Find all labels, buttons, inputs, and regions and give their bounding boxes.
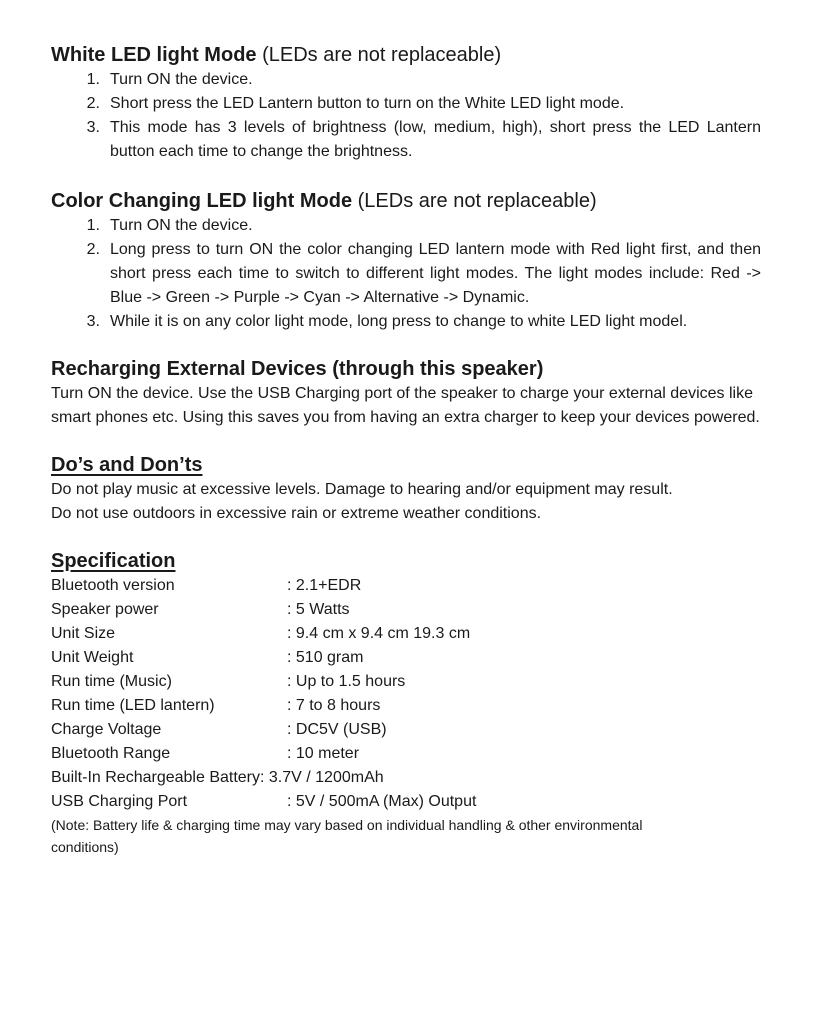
table-row — [51, 790, 761, 814]
step-text: Short press the LED Lantern button to turn on the White LED light mode. — [110, 95, 625, 112]
step-text: While it is on any color light mode, long press to change to white LED light model. — [110, 313, 688, 330]
white-led-mode-steps — [51, 68, 761, 164]
spec-label: Unit Weight — [51, 649, 134, 666]
step-text: Turn ON the device. — [110, 217, 253, 234]
spec-value: : 3.7V / 1200mAh — [260, 769, 384, 786]
white-led-mode-section — [51, 42, 761, 164]
list-item — [51, 238, 761, 310]
spec-label: Bluetooth Range — [51, 745, 171, 762]
specification-section — [51, 548, 761, 858]
specification-title: Specification — [51, 550, 176, 572]
white-led-mode-subtitle: (LEDs are not replaceable) — [262, 44, 502, 66]
recharging-title: Recharging External Devices (through this speaker) — [51, 358, 544, 380]
step-number: 1. — [86, 217, 100, 234]
table-row — [51, 646, 761, 670]
dos-donts-line-1: Do not play music at excessive levels. Damage to hearing and/or equipment may result. — [51, 481, 673, 498]
spec-label: Unit Size — [51, 625, 116, 642]
dos-donts-title: Do’s and Don’ts — [51, 454, 203, 476]
spec-value: : 7 to 8 hours — [287, 697, 381, 714]
table-row — [51, 670, 761, 694]
spec-value: : Up to 1.5 hours — [287, 673, 406, 690]
specification-table — [51, 574, 761, 814]
dos-donts-section — [51, 452, 761, 526]
manual-page — [51, 42, 761, 858]
step-number: 3. — [86, 119, 100, 136]
spec-label: USB Charging Port — [51, 793, 188, 810]
spec-value: : 510 gram — [287, 649, 364, 666]
table-row — [51, 622, 761, 646]
list-item — [51, 214, 761, 238]
recharging-heading — [51, 356, 761, 382]
spec-value: : 2.1+EDR — [287, 577, 362, 594]
recharging-text: Turn ON the device. Use the USB Charging port of the speaker to charge your external devices like smart phones etc. Using this saves you from having an extra charger to keep your devices powered. — [51, 385, 760, 426]
step-text: Long press to turn ON the color changing LED lantern mode with Red light first, and then short press each time to switch to different light modes. The light modes include: Red -> Blue -> Green -> Purple -> Cyan -> Alternative -> Dynamic. — [110, 241, 761, 306]
list-item — [51, 68, 761, 92]
recharging-section — [51, 356, 761, 430]
spec-value: : DC5V (USB) — [287, 721, 387, 738]
spec-label: Built-In Rechargeable Battery — [51, 769, 260, 786]
step-text: This mode has 3 levels of brightness (low, medium, high), short press the LED Lantern button each time to change the brightness. — [110, 119, 761, 160]
spec-label: Run time (LED lantern) — [51, 697, 215, 714]
table-row — [51, 574, 761, 598]
spec-value: : 5 Watts — [287, 601, 350, 618]
dos-donts-line-2: Do not use outdoors in excessive rain or extreme weather conditions. — [51, 505, 542, 522]
color-led-mode-subtitle: (LEDs are not replaceable) — [357, 190, 597, 212]
table-row — [51, 766, 761, 790]
color-led-mode-heading — [51, 188, 761, 214]
spec-value: : 10 meter — [287, 745, 360, 762]
step-number: 1. — [86, 71, 100, 88]
list-item — [51, 92, 761, 116]
list-item — [51, 116, 761, 164]
table-row — [51, 694, 761, 718]
step-number: 2. — [86, 241, 100, 258]
white-led-mode-heading — [51, 42, 761, 68]
table-row — [51, 742, 761, 766]
white-led-mode-title: White LED light Mode — [51, 44, 257, 66]
table-row — [51, 718, 761, 742]
dos-donts-heading — [51, 452, 761, 478]
step-number: 3. — [86, 313, 100, 330]
color-led-mode-title: Color Changing LED light Mode — [51, 190, 353, 212]
spec-label: Charge Voltage — [51, 721, 162, 738]
spec-label: Run time (Music) — [51, 673, 172, 690]
spec-value: : 5V / 500mA (Max) Output — [287, 793, 477, 810]
spec-value: : 9.4 cm x 9.4 cm 19.3 cm — [287, 625, 471, 642]
specification-heading — [51, 548, 761, 574]
step-number: 2. — [86, 95, 100, 112]
color-led-mode-section — [51, 188, 761, 334]
list-item — [51, 310, 761, 334]
table-row — [51, 598, 761, 622]
spec-label: Speaker power — [51, 601, 159, 618]
spec-label: Bluetooth version — [51, 577, 175, 594]
specification-note: (Note: Battery life & charging time may vary based on individual handling & other environmental conditions) — [51, 817, 643, 855]
color-led-mode-steps — [51, 214, 761, 334]
step-text: Turn ON the device. — [110, 71, 253, 88]
